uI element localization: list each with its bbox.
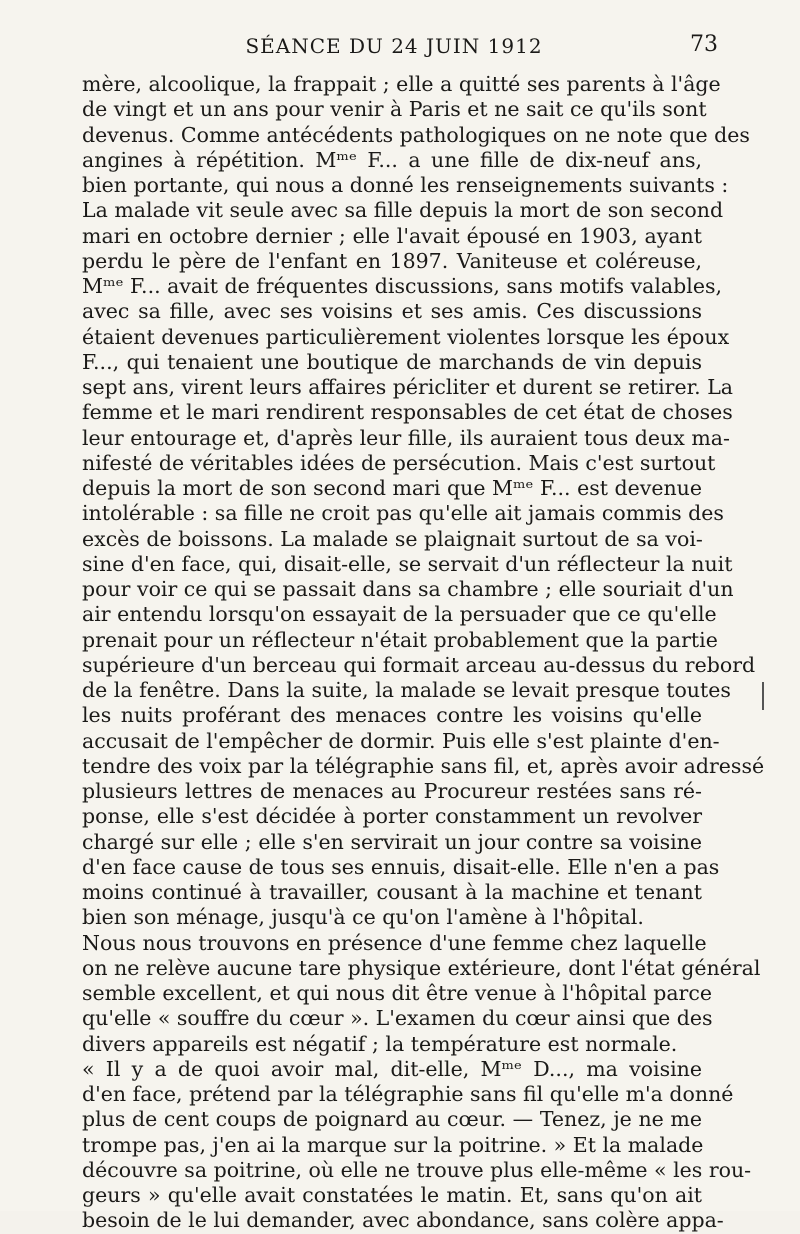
body-text bbox=[82, 72, 765, 1234]
text-line: air entendu lorsqu'on essayait de la persuader que ce qu'elle bbox=[82, 602, 717, 627]
text-line: sept ans, virent leurs affaires péricliter et durent se retirer. La bbox=[82, 375, 734, 399]
page-number: 73 bbox=[690, 32, 718, 57]
text-line: moins continué à travailler, cousant à la machine et tenant bbox=[82, 880, 702, 904]
text-line: Mᵐᵉ F... avait de fréquentes discussions, sans motifs valables, bbox=[82, 274, 722, 298]
text-line: supérieure d'un berceau qui formait arceau au-dessus du rebord bbox=[82, 652, 756, 677]
text-line: mère, alcoolique, la frappait ; elle a quitté ses parents à l'âge bbox=[82, 72, 721, 96]
text-line: geurs » qu'elle avait constatées le matin. Et, sans qu'on ait bbox=[82, 1183, 702, 1207]
text-line: pour voir ce qui se passait dans sa chambre ; elle souriait d'un bbox=[82, 577, 734, 601]
margin-mark bbox=[762, 682, 764, 710]
text-line: étaient devenues particulièrement violentes lorsque les époux bbox=[82, 324, 730, 349]
text-line: leur entourage et, d'après leur fille, ils auraient tous deux ma- bbox=[82, 425, 730, 450]
text-line: bien portante, qui nous a donné les renseignements suivants : bbox=[82, 173, 729, 197]
text-line: ponse, elle s'est décidée à porter constamment un revolver bbox=[82, 804, 702, 829]
text-line: nifesté de véritables idées de persécution. Mais c'est surtout bbox=[82, 450, 716, 475]
text-line: bien son ménage, jusqu'à ce qu'on l'amène à l'hôpital. bbox=[82, 905, 644, 930]
text-line: prenait pour un réflecteur n'était probablement que la partie bbox=[82, 627, 718, 652]
text-line: qu'elle « souffre du cœur ». L'examen du cœur ainsi que des bbox=[82, 1006, 713, 1031]
text-line: accusait de l'empêcher de dormir. Puis elle s'est plainte d'en- bbox=[82, 728, 720, 753]
text-line: femme et le mari rendirent responsables de cet état de choses bbox=[82, 400, 733, 425]
text-line: de la fenêtre. Dans la suite, la malade se levait presque toutes bbox=[82, 678, 731, 702]
text-line: La malade vit seule avec sa fille depuis la mort de son second bbox=[82, 198, 724, 223]
text-line: intolérable : sa fille ne croit pas qu'elle ait jamais commis des bbox=[82, 501, 724, 526]
text-line: « Il y a de quoi avoir mal, dit-elle, Mᵐᵉ D..., ma voisine bbox=[82, 1056, 702, 1081]
text-line: besoin de le lui demander, avec abondance, sans colère appa- bbox=[82, 1208, 724, 1233]
text-line: on ne relève aucune tare physique extérieure, dont l'état général bbox=[82, 955, 761, 980]
text-line: les nuits proférant des menaces contre les voisins qu'elle bbox=[82, 703, 702, 728]
text-line: angines à répétition. Mᵐᵉ F... a une fille de dix-neuf ans, bbox=[82, 147, 702, 172]
text-line: chargé sur elle ; elle s'en servirait un jour contre sa voisine bbox=[82, 829, 702, 854]
text-line: divers appareils est négatif ; la température est normale. bbox=[82, 1031, 678, 1056]
text-line: devenus. Comme antécédents pathologiques on ne note que des bbox=[82, 122, 750, 147]
text-line: plus de cent coups de poignard au cœur. — Tenez, je ne me bbox=[82, 1107, 702, 1132]
text-line: de vingt et un ans pour venir à Paris et ne sait ce qu'ils sont bbox=[82, 97, 707, 122]
text-line: d'en face, prétend par la télégraphie sans fil qu'elle m'a donné bbox=[82, 1082, 734, 1106]
text-line: sine d'en face, qui, disait-elle, se servait d'un réflecteur la nuit bbox=[82, 551, 733, 576]
text-line: semble excellent, et qui nous dit être venue à l'hôpital parce bbox=[82, 981, 712, 1005]
running-head-title: SÉANCE DU 24 JUIN 1912 bbox=[245, 34, 543, 58]
text-line: Nous nous trouvons en présence d'une femme chez laquelle bbox=[82, 930, 707, 955]
text-line: avec sa fille, avec ses voisins et ses amis. Ces discussions bbox=[82, 299, 702, 324]
text-line: excès de boissons. La malade se plaignait surtout de sa voi- bbox=[82, 526, 703, 551]
text-line: mari en octobre dernier ; elle l'avait épousé en 1903, ayant bbox=[82, 223, 702, 248]
text-line: perdu le père de l'enfant en 1897. Vaniteuse et coléreuse, bbox=[82, 248, 702, 273]
text-line: d'en face cause de tous ses ennuis, disait-elle. Elle n'en a pas bbox=[82, 854, 720, 879]
text-line: trompe pas, j'en ai la marque sur la poitrine. » Et la malade bbox=[82, 1132, 704, 1157]
text-line: plusieurs lettres de menaces au Procureur restées sans ré- bbox=[82, 779, 702, 803]
running-head bbox=[80, 30, 718, 62]
text-line: découvre sa poitrine, où elle ne trouve plus elle-même « les rou- bbox=[82, 1157, 752, 1182]
text-line: tendre des voix par la télégraphie sans fil, et, après avoir adressé bbox=[82, 753, 765, 778]
text-line: depuis la mort de son second mari que Mᵐᵉ F... est devenue bbox=[82, 476, 703, 500]
text-line: F..., qui tenaient une boutique de marchands de vin depuis bbox=[82, 349, 702, 374]
